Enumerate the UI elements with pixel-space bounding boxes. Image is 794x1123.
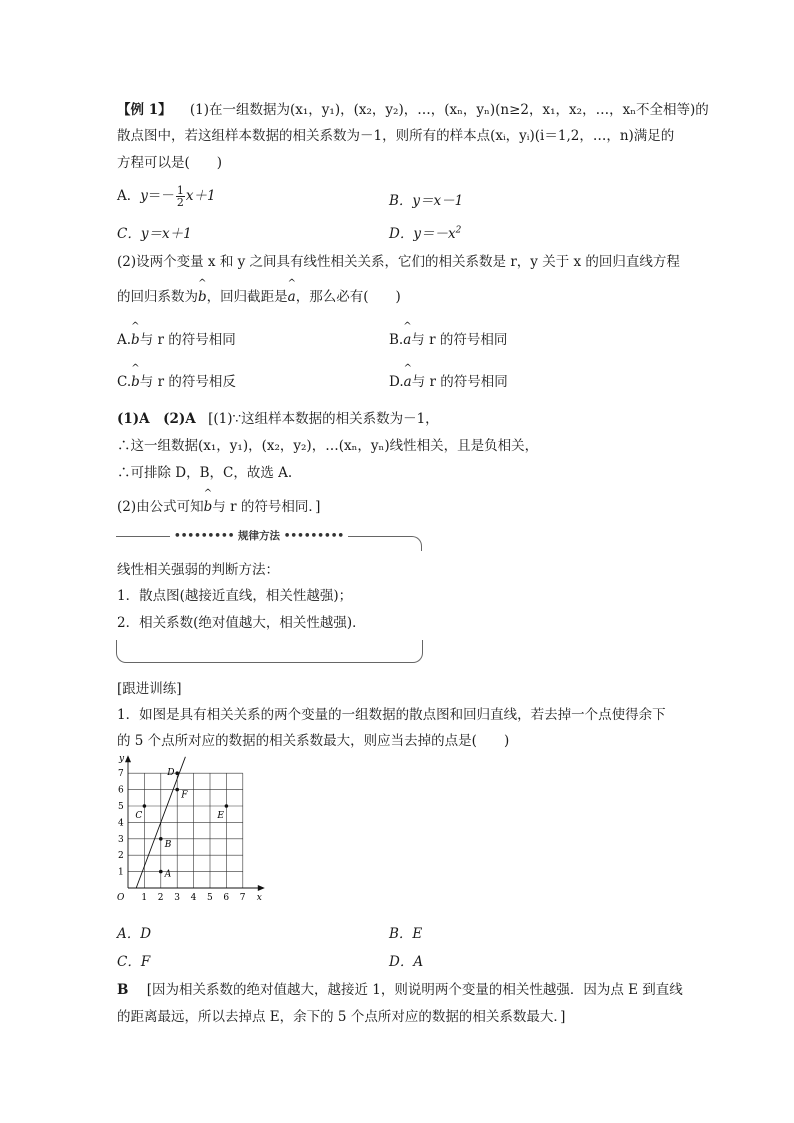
y-axis-arrow: [125, 755, 131, 762]
q2-option-b: B.^ a与 r 的符号相同: [389, 328, 507, 348]
data-point-d: [175, 771, 179, 775]
practice-answer-line2: 的距离最远，所以去掉点 E，余下的 5 个点所对应的数据的相关系数最大．]: [117, 1009, 566, 1025]
answer-head: (1)A (2)A: [117, 411, 196, 427]
q2-option-c: C.^ b与 r 的符号相反: [117, 370, 236, 390]
y-tick-label: 6: [118, 785, 124, 796]
origin-label: O: [117, 893, 125, 903]
scatter-chart: [112, 754, 277, 910]
answer-line3: ∴可排除 D，B，C，故选 A.: [117, 465, 293, 481]
x-tick-label: 6: [223, 893, 230, 903]
example-q2-line2: 的回归系数为^ b，回归截距是^ a，那么必有( ): [117, 285, 401, 305]
y-axis-label: y: [119, 754, 125, 765]
method-box-bottom-border: [116, 640, 423, 663]
example-q1-text: (1)在一组数据为(x₁，y₁)，(x₂，y₂)，…，(xₙ，yₙ)(n≥2，x₁，x₂，…，xₙ不全相等)的: [189, 102, 709, 118]
example-tag: 【例 1】: [117, 102, 172, 118]
practice-q-line2: 的 5 个点所对应的数据的相关系数最大，则应当去掉的点是( ): [117, 733, 510, 749]
data-point-f: [175, 788, 179, 792]
q2-option-a: A.^ b与 r 的符号相同: [117, 328, 236, 348]
y-tick-label: 5: [118, 802, 124, 812]
method-title: 线性相关强弱的判断方法：: [117, 562, 279, 578]
data-point-a: [159, 870, 163, 874]
q1-option-c: C．y＝x＋1: [117, 226, 192, 242]
x-tick-label: 7: [239, 893, 246, 903]
point-label-c: C: [135, 811, 143, 821]
practice-option-d: D．A: [389, 954, 424, 970]
example-q1-line1: [117, 98, 709, 118]
y-tick-label: 2: [118, 851, 124, 862]
y-tick-label: 4: [118, 818, 124, 829]
y-tick-label: 3: [118, 834, 124, 845]
example-q1-line2: 散点图中，若这组样本数据的相关系数为－1，则所有的样本点(xᵢ，yᵢ)(i＝1,2，…，n)满足的: [117, 128, 675, 144]
data-point-c: [143, 804, 147, 808]
y-tick-label: 1: [118, 867, 124, 878]
example-q2-line1: (2)设两个变量 x 和 y 之间具有线性相关关系，它们的相关系数是 r，y 关于 x 的回归直线方程: [117, 254, 680, 270]
point-label-a: A: [164, 869, 172, 880]
q1-option-b: B．y＝x－1: [389, 193, 464, 209]
x-tick-label: 5: [207, 893, 213, 903]
data-point-e: [225, 804, 229, 808]
x-tick-label: 1: [141, 893, 148, 903]
practice-heading: [跟进训练]: [117, 681, 182, 697]
example-q1-line3: 方程可以是( ): [117, 155, 223, 171]
practice-option-c: C．F: [117, 954, 151, 970]
q1-option-a: A．y＝－ $\frac{1}{2}$ x＋1: [117, 184, 216, 209]
x-tick-label: 4: [190, 893, 197, 903]
practice-q-line1: 1．如图是具有相关关系的两个变量的一组数据的散点图和回归直线，若去掉一个点使得余下: [117, 707, 666, 723]
q2-option-d: D.^ a与 r 的符号相同: [389, 370, 508, 390]
practice-answer-line1: B [因为相关系数的绝对值越大，越接近 1，则说明两个变量的相关性越强．因为点 E 到直线: [117, 982, 683, 998]
answer-line4: (2)由公式可知^ b与 r 的符号相同．]: [117, 495, 320, 515]
point-label-f: F: [181, 790, 188, 801]
point-label-b: B: [164, 839, 172, 850]
method-item-2: 2．相关系数(绝对值越大，相关性越强)．: [117, 615, 366, 631]
x-tick-label: 3: [174, 893, 180, 903]
x-tick-label: 2: [157, 893, 164, 903]
x-axis-label: x: [256, 893, 262, 903]
y-tick-label: 7: [118, 769, 124, 780]
point-label-e: E: [217, 811, 224, 821]
fraction-one-half: $\frac{1}{2}$: [176, 184, 184, 209]
q1-option-d: D．$y=-x^2$: [389, 225, 462, 242]
point-label-d: D: [167, 768, 175, 779]
data-point-b: [159, 837, 163, 841]
practice-answer-letter: B: [117, 982, 129, 998]
answer-line2: ∴这一组数据(x₁，y₁)，(x₂，y₂)，…(xₙ，yₙ)线性相关，且是负相关，: [117, 438, 539, 454]
x-axis-arrow: [258, 885, 265, 891]
practice-option-a: A．D: [117, 926, 152, 942]
answer-line1: (1)A (2)A [(1)∵这组样本数据的相关系数为－1，: [117, 411, 439, 427]
practice-option-b: B．E: [389, 926, 423, 942]
method-box-label: ••••••••• 规律方法 •••••••••: [170, 528, 348, 543]
method-item-1: 1．散点图(越接近直线，相关性越强)；: [117, 588, 353, 604]
